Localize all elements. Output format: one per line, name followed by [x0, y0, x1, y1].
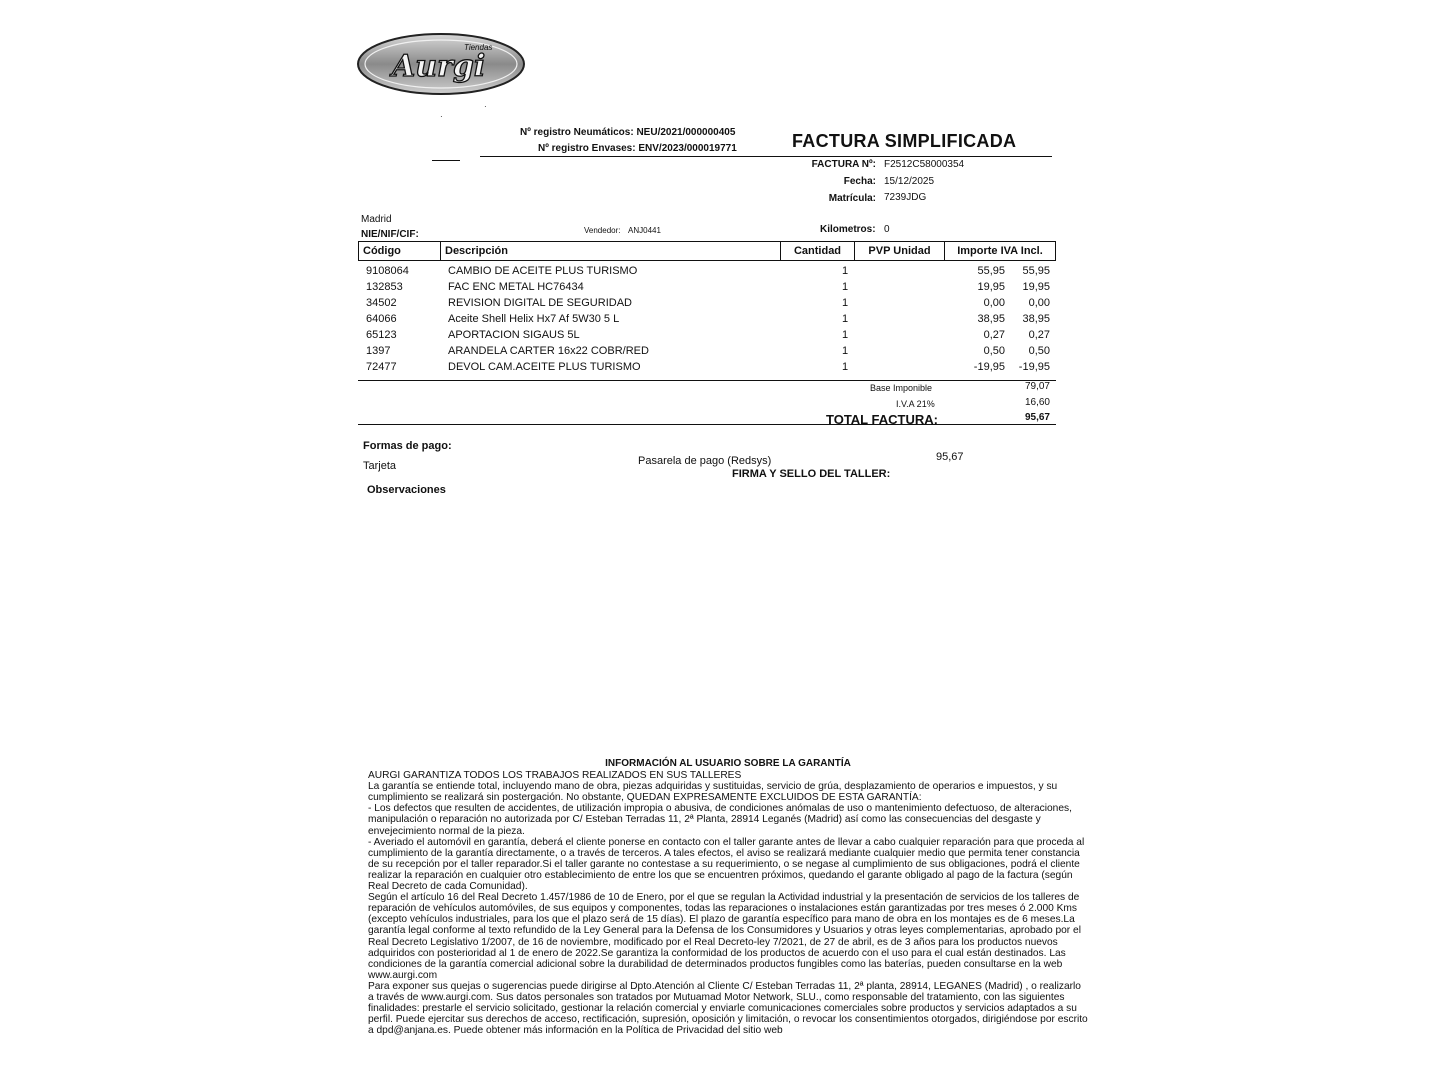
table-row — [366, 313, 1056, 329]
row-quantity: 1 — [842, 265, 849, 277]
row-unit-price: 0,50 — [983, 345, 1005, 357]
row-quantity: 1 — [842, 361, 849, 373]
scan-mark: · — [484, 102, 487, 111]
plate-label: Matrícula: — [828, 193, 876, 204]
row-description: Aceite Shell Helix Hx7 Af 5W30 5 L — [448, 313, 620, 325]
row-amount: 55,95 — [1022, 265, 1050, 277]
registry-neumaticos: Nº registro Neumáticos: NEU/2021/000000405 — [520, 127, 736, 138]
observations-label: Observaciones — [367, 484, 446, 496]
row-unit-price: 19,95 — [977, 281, 1005, 293]
document-title: FACTURA SIMPLIFICADA — [792, 131, 1017, 151]
row-unit-price: 38,95 — [977, 313, 1005, 325]
invoice-date-label: Fecha: — [843, 176, 876, 187]
row-quantity: 1 — [842, 297, 849, 309]
row-unit-price: -19,95 — [973, 361, 1005, 373]
row-quantity: 1 — [842, 313, 849, 325]
items-table-header — [358, 241, 1056, 261]
row-unit-price: 0,00 — [983, 297, 1005, 309]
plate-value: 7239JDG — [884, 192, 927, 203]
seller-label: Vendedor: — [584, 226, 621, 235]
table-row — [366, 361, 1056, 377]
iva-value: 16,60 — [1024, 397, 1050, 408]
row-quantity: 1 — [842, 281, 849, 293]
invoice-number: F2512C58000354 — [884, 159, 965, 170]
aurgi-logo — [356, 30, 526, 98]
row-description: APORTACION SIGAUS 5L — [448, 329, 580, 341]
header-rule — [480, 156, 1052, 157]
row-description: FAC ENC METAL HC76434 — [448, 281, 584, 293]
payment-amount: 95,67 — [936, 451, 964, 463]
row-code: 72477 — [366, 361, 397, 373]
row-description: REVISION DIGITAL DE SEGURIDAD — [448, 297, 632, 309]
seller-code: ANJ0441 — [628, 226, 661, 235]
invoice-date: 15/12/2025 — [884, 176, 935, 187]
row-quantity: 1 — [842, 345, 849, 357]
table-row — [366, 345, 1056, 361]
table-row — [366, 329, 1056, 345]
payment-gateway: Pasarela de pago (Redsys) — [638, 455, 772, 467]
row-quantity: 1 — [842, 329, 849, 341]
row-amount: 0,00 — [1028, 297, 1050, 309]
row-unit-price: 0,27 — [983, 329, 1005, 341]
customer-city: Madrid — [361, 214, 392, 225]
row-description: CAMBIO DE ACEITE PLUS TURISMO — [448, 265, 638, 277]
table-row — [366, 297, 1056, 313]
header-quantity: Cantidad — [780, 242, 854, 260]
row-description: ARANDELA CARTER 16x22 COBR/RED — [448, 345, 649, 357]
header-amount: Importe IVA Incl. — [944, 242, 1056, 260]
table-row — [366, 265, 1056, 281]
base-label: Base Imponible — [870, 383, 933, 393]
header-code: Código — [358, 242, 440, 260]
row-code: 9108064 — [366, 265, 409, 277]
row-description: DEVOL CAM.ACEITE PLUS TURISMO — [448, 361, 641, 373]
payment-method: Tarjeta — [363, 460, 397, 472]
row-amount: 19,95 — [1022, 281, 1050, 293]
header-description: Descripción — [440, 242, 778, 260]
row-amount: 38,95 — [1022, 313, 1050, 325]
row-code: 34502 — [366, 297, 397, 309]
base-value: 79,07 — [1024, 381, 1050, 392]
registry-envases: Nº registro Envases: ENV/2023/000019771 — [538, 143, 737, 154]
nif-label: NIE/NIF/CIF: — [361, 229, 419, 240]
table-row — [366, 281, 1056, 297]
table-bottom-rule — [358, 380, 1056, 381]
total-value: 95,67 — [1024, 412, 1050, 423]
warranty-section — [368, 758, 1088, 1036]
km-value: 0 — [884, 224, 890, 235]
dash-mark — [432, 160, 460, 161]
invoice-number-label: FACTURA Nº: — [811, 159, 876, 170]
row-amount: -19,95 — [1018, 361, 1050, 373]
row-amount: 0,27 — [1028, 329, 1050, 341]
row-unit-price: 55,95 — [977, 265, 1005, 277]
signature-label: FIRMA Y SELLO DEL TALLER: — [732, 468, 891, 480]
iva-label: I.V.A 21% — [896, 399, 935, 409]
totals-rule — [358, 424, 1056, 425]
row-amount: 0,50 — [1028, 345, 1050, 357]
scan-mark: · — [440, 112, 443, 121]
km-label: Kilometros: — [820, 224, 876, 235]
row-code: 65123 — [366, 329, 397, 341]
warranty-body: AURGI GARANTIZA TODOS LOS TRABAJOS REALIZADOS EN SUS TALLERES La garantía se entiende total, incluyendo mano de obra, piezas adquiridas y sustituidas, servicio de grúa, desplazamiento de operarios e impuestos, y su cumplimiento se realizará sin postergación. No obstante, QUEDAN EXPRESAMENTE EXCLUIDOS DE ESTA GARANTÍA: - Los defectos que resulten de accidentes, de utilización impropia o abusiva, de condiciones anómalas de uso o mantenimiento defectuoso, de alteraciones, manipulación o reparación no autorizada por C/ Esteban Terradas 11, 2ª Planta, 28914 Leganés (Madrid) así como las consecuencias del desgaste y envejecimiento normal de la pieza. - Averiado el automóvil en garantía, deberá el cliente ponerse en contacto con el taller garante antes de llevar a cabo cualquier reparación para que proceda al cumplimiento de la garantía directamente, o a través de terceros. A tales efectos, el aviso se realizará mediante cualquier medio que permita tener constancia de su recepción por el taller reparador.Si el taller garante no contestase a su requerimiento, o se negase al cumplimiento de sus obligaciones, podrá el cliente realizar la reparación en cualquier otro establecimiento de entre los que se encuentren próximos, quedando el garante obligado al pago de la factura (según Real Decreto de cada Comunidad). Según el artículo 16 del Real Decreto 1.457/1986 de 10 de Enero, por el que se regulan la Actividad industrial y la presentación de servicios de los talleres de reparación de vehículos automóviles, de sus equipos y componentes, todas las reparaciones o instalaciones están garantizadas por tres meses ó 2.000 Kms (excepto vehículos industriales, para los que el plazo será de 15 días). El plazo de garantía específico para mano de obra en los montajes es de 6 meses.La garantía legal conforme al texto refundido de la Ley General para la Defensa de los Consumidores y Usuarios y otras leyes complementarias, aprobado por el Real Decreto Legislativo 1/2007, de 16 de noviembre, modificado por el Real Decreto-ley 7/2021, de 27 de abril, es de 3 años para los productos nuevos adquiridos con posterioridad al 1 de enero de 2022.Se garantiza la conformidad de los productos de acuerdo con el uso para el cual están destinados. Las condiciones de la garantía comercial adicional sobre la durabilidad de determinados productos fungibles como las baterías, pueden consultarse en la web www.aurgi.com Para exponer sus quejas o sugerencias puede dirigirse al Dpto.Atención al Cliente C/ Esteban Terradas 11, 2ª planta, 28914, LEGANES (Madrid) , o realizarlo a través de www.aurgi.com. Sus datos personales son tratados por Mutuamad Motor Network, SLU., como responsable del tratamiento, con las siguientes finalidades: prestarle el servicio solicitado, gestionar la relación comercial y enviarle comunicaciones comerciales sobre productos y servicios adaptados a su perfil. Puede ejercitar sus derechos de acceso, rectificación, supresión, oposición y limitación, o revocar los consentimientos otorgados, dirigiéndose por escrito a dpd@anjana.es. Puede obtener más información en la Política de Privacidad del sitio web — [368, 770, 1088, 1037]
header-unit-price: PVP Unidad — [854, 242, 944, 260]
row-code: 64066 — [366, 313, 397, 325]
payment-label: Formas de pago: — [363, 440, 452, 452]
row-code: 132853 — [366, 281, 403, 293]
warranty-title: INFORMACIÓN AL USUARIO SOBRE LA GARANTÍA — [605, 758, 851, 769]
logo-text: Aurgi — [392, 49, 486, 84]
logo-subtext: Tiendas — [464, 43, 493, 52]
row-code: 1397 — [366, 345, 391, 357]
total-label: TOTAL FACTURA: — [826, 412, 938, 427]
